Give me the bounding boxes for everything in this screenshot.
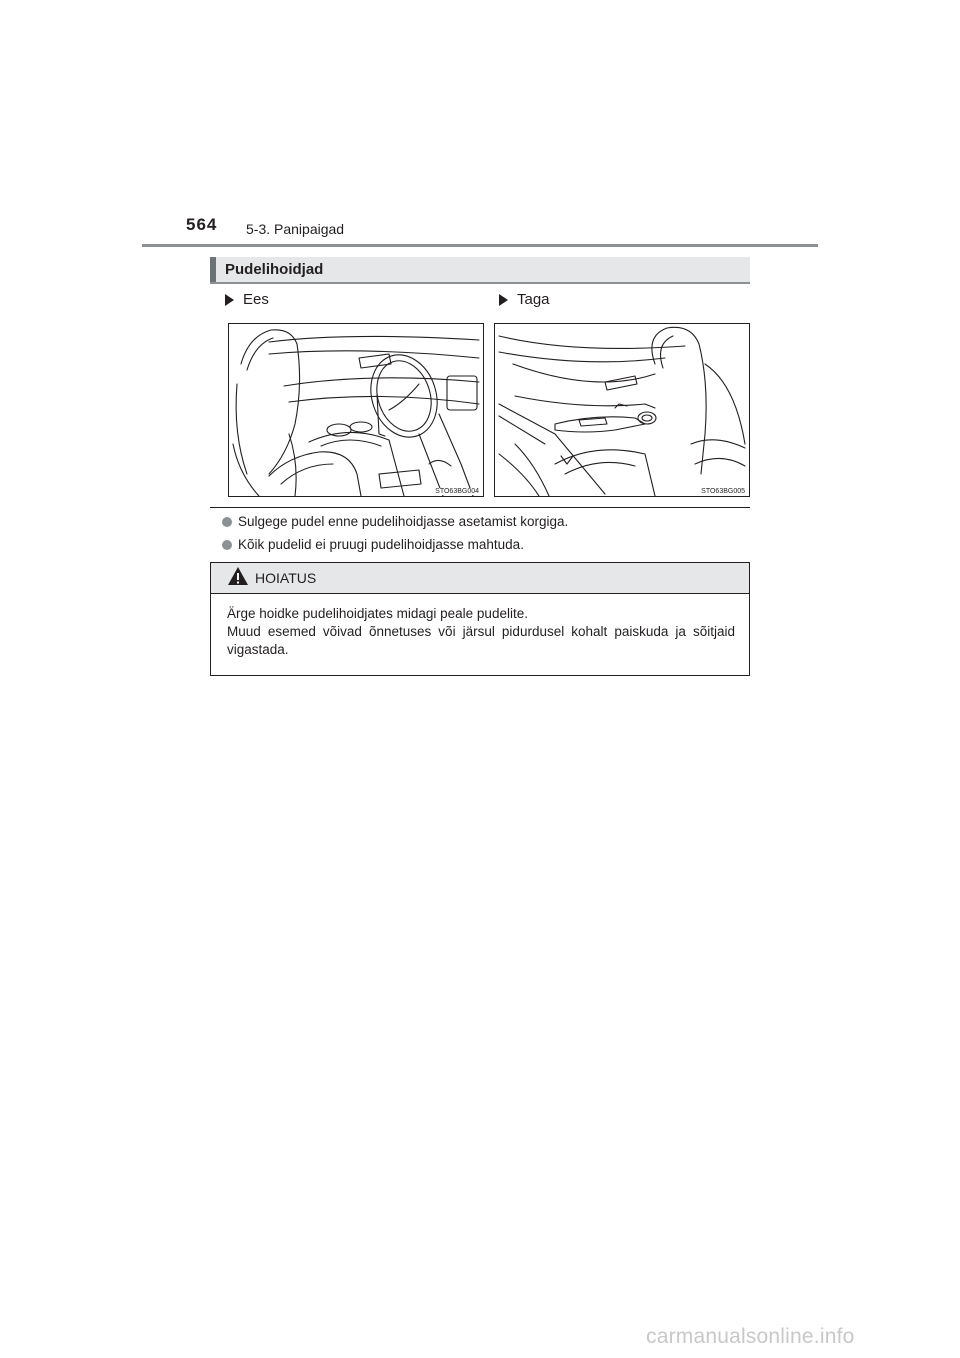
front-cupholder-illustration <box>228 323 484 497</box>
rear-label-text: Taga <box>517 291 550 308</box>
warning-box <box>210 562 750 676</box>
warning-body <box>227 605 735 659</box>
header-rule <box>142 244 818 247</box>
list-item <box>222 514 568 529</box>
warning-title: HOIATUS <box>255 570 317 586</box>
list-item <box>222 537 524 552</box>
bullet-dot-icon <box>222 517 232 527</box>
illustration-code: STO63BG004 <box>435 488 479 495</box>
warning-line: Muud esemed võivad õnnetuses või järsul pidurdusel kohalt paiskuda ja sõitjaid vigastada. <box>227 624 735 657</box>
illustration-rule <box>210 507 750 508</box>
warning-line: Ärge hoidke pudelihoidjates midagi peale pudelite. <box>227 606 528 621</box>
list-item-text: Kõik pudelid ei pruugi pudelihoidjasse mahtuda. <box>238 537 524 552</box>
illustration-code: STO63BG005 <box>701 488 745 495</box>
section-heading <box>210 257 750 284</box>
watermark: carmanualsonline.info <box>646 1325 855 1348</box>
rear-label <box>499 291 550 308</box>
front-label-text: Ees <box>243 291 269 308</box>
chapter-title: 5-3. Panipaigad <box>246 221 345 237</box>
triangle-bullet-icon <box>225 294 234 306</box>
section-title: Pudelihoidjad <box>225 261 324 278</box>
page-number: 564 <box>186 215 218 234</box>
warning-header <box>211 563 749 594</box>
rear-cupholder-illustration <box>494 323 750 497</box>
front-label <box>225 291 269 308</box>
triangle-bullet-icon <box>499 294 508 306</box>
list-item-text: Sulgege pudel enne pudelihoidjasse asetamist korgiga. <box>238 514 569 529</box>
section-accent <box>210 257 216 282</box>
warning-triangle-icon <box>227 566 249 591</box>
bullet-dot-icon <box>222 540 232 550</box>
